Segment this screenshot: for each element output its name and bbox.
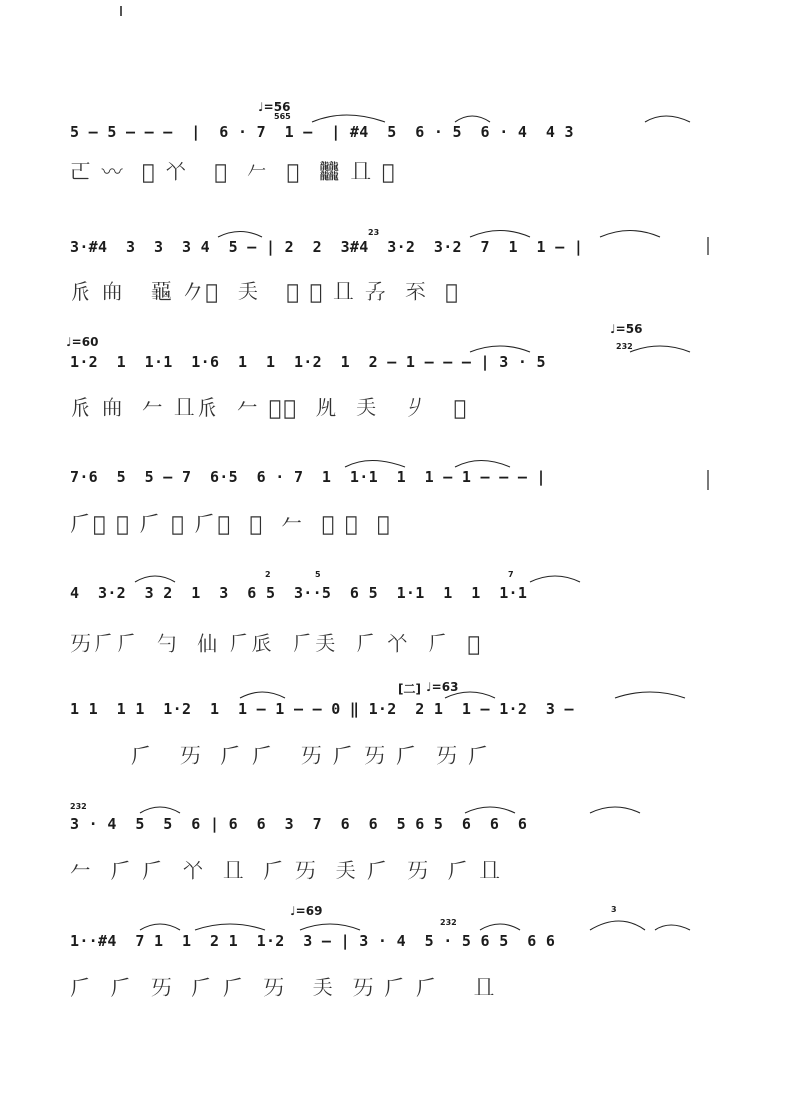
slur [600, 231, 660, 238]
slur [645, 116, 690, 122]
slur [218, 232, 262, 238]
notation-line: 3 · 4 5 5 6 | 6 6 3 7 6 6 5 6 5 6 6 6 [70, 815, 528, 833]
slur [345, 461, 405, 468]
slur [240, 692, 285, 698]
jianzipu-line: 𠀅𠂆𠂆 勺 仙 𠂆𠂢 𠂆𠂕 𠂆 𠁥 𠂆 𠂗 [70, 632, 483, 656]
grace-notes: 2 [265, 570, 271, 579]
slur [470, 346, 530, 352]
slur [300, 924, 360, 930]
slur [135, 576, 175, 582]
tempo-mark: ♩=60 [66, 335, 99, 349]
slur [140, 807, 180, 813]
notation-line: 1 1 1 1 1·2 1 1 — 1 — — 0 ‖ 1·2 2 1 1 — 1·2 3 — [70, 700, 574, 718]
tempo-mark: ♩=63 [426, 680, 459, 694]
slur [455, 461, 510, 468]
tempo-mark: ♩=56 [258, 100, 291, 114]
slur [590, 807, 640, 813]
notation-line: 1··#4 7 1 1 2 1 1·2 3 — | 3 · 4 5 · 5 6 5 6 6 [70, 932, 556, 950]
slur [465, 807, 515, 813]
notation-line: 1·2 1 1·1 1·6 1 1 1·2 1 2 — 1 — — — | 3 · 5 [70, 353, 546, 371]
notation-line: 7·6 5 5 — 7 6·5 6 · 7 1 1·1 1 1 — 1 — — — | [70, 468, 546, 486]
slur [530, 576, 580, 582]
notation-line: 5 — 5 — — — | 6 · 7 1 — | #4 5 6 · 5 6 · 4 4 3 [70, 123, 574, 141]
slur [470, 231, 530, 238]
slur [195, 924, 265, 930]
jianzipu-line: 𠀀 〰 𪟂 𠁥 𪛅 𠂉 𢪆 𪚥 𠀃 𪜈 [70, 160, 397, 184]
jianzipu-line: 𠂢 𠂥 𠂉 𠀃𠂢 𠂉 𠃆𠀯 𠃕 𠂕 𠂈 𠁘 [70, 396, 469, 420]
grace-notes: 23 [368, 228, 380, 237]
grace-notes: 232 [440, 918, 457, 927]
slur [590, 921, 645, 930]
notation-line: 4 3·2 3 2 1 3 6 5 3··5 6 5 1·1 1 1 1·1 [70, 584, 528, 602]
tempo-mark: ♩=69 [290, 904, 323, 918]
jianzipu-line: 𠂆 𠀅 𠂆 𠂆 𠀅 𠂆 𠀅 𠂆 𠀅 𠂆 [70, 744, 491, 768]
jianzipu-line: 𠂆𠀆 𠀅 𠂆 𠀅 𠂆𠀆 𠀅 𠂉 𠁥 𠀃 𠀘 [70, 512, 392, 536]
grace-notes: 232 [616, 342, 633, 351]
grace-notes: 232 [70, 802, 87, 811]
jianzipu-line: 𠂢 𠂥 𪚦 𠂊𪞍 𠂕 𠃨 𠀎 𠀃 𠄕 𠀚 𠂗 [70, 280, 460, 304]
slur [455, 116, 490, 122]
slur [312, 115, 385, 122]
slur [480, 924, 520, 930]
jianzipu-line: 𠂉 𠂆 𠂆 𠁥 𠀃 𠂆 𠀅 𠂕 𠂆 𠀅 𠂆 𠀃 [70, 859, 503, 883]
slur [630, 346, 690, 352]
corner-mark [120, 6, 122, 16]
grace-notes: 565 [274, 112, 291, 121]
section-label: [二] [398, 682, 421, 696]
slur [615, 692, 685, 698]
slur [140, 924, 180, 930]
jianzipu-line: 𠂆 𠂆 𠀅 𠂆 𠂆 𠀅 𠂕 𠀅 𠂆 𠂆 𠀃 [70, 976, 497, 1000]
grace-notes: 7 [508, 570, 514, 579]
triplet-mark: 3 [611, 905, 617, 914]
notation-line: 3·#4 3 3 3 4 5 — | 2 2 3#4 3·2 3·2 7 1 1 — | [70, 238, 584, 256]
slur [655, 925, 690, 930]
tempo-mark: ♩=56 [610, 322, 643, 336]
grace-notes: 5 [315, 570, 321, 579]
